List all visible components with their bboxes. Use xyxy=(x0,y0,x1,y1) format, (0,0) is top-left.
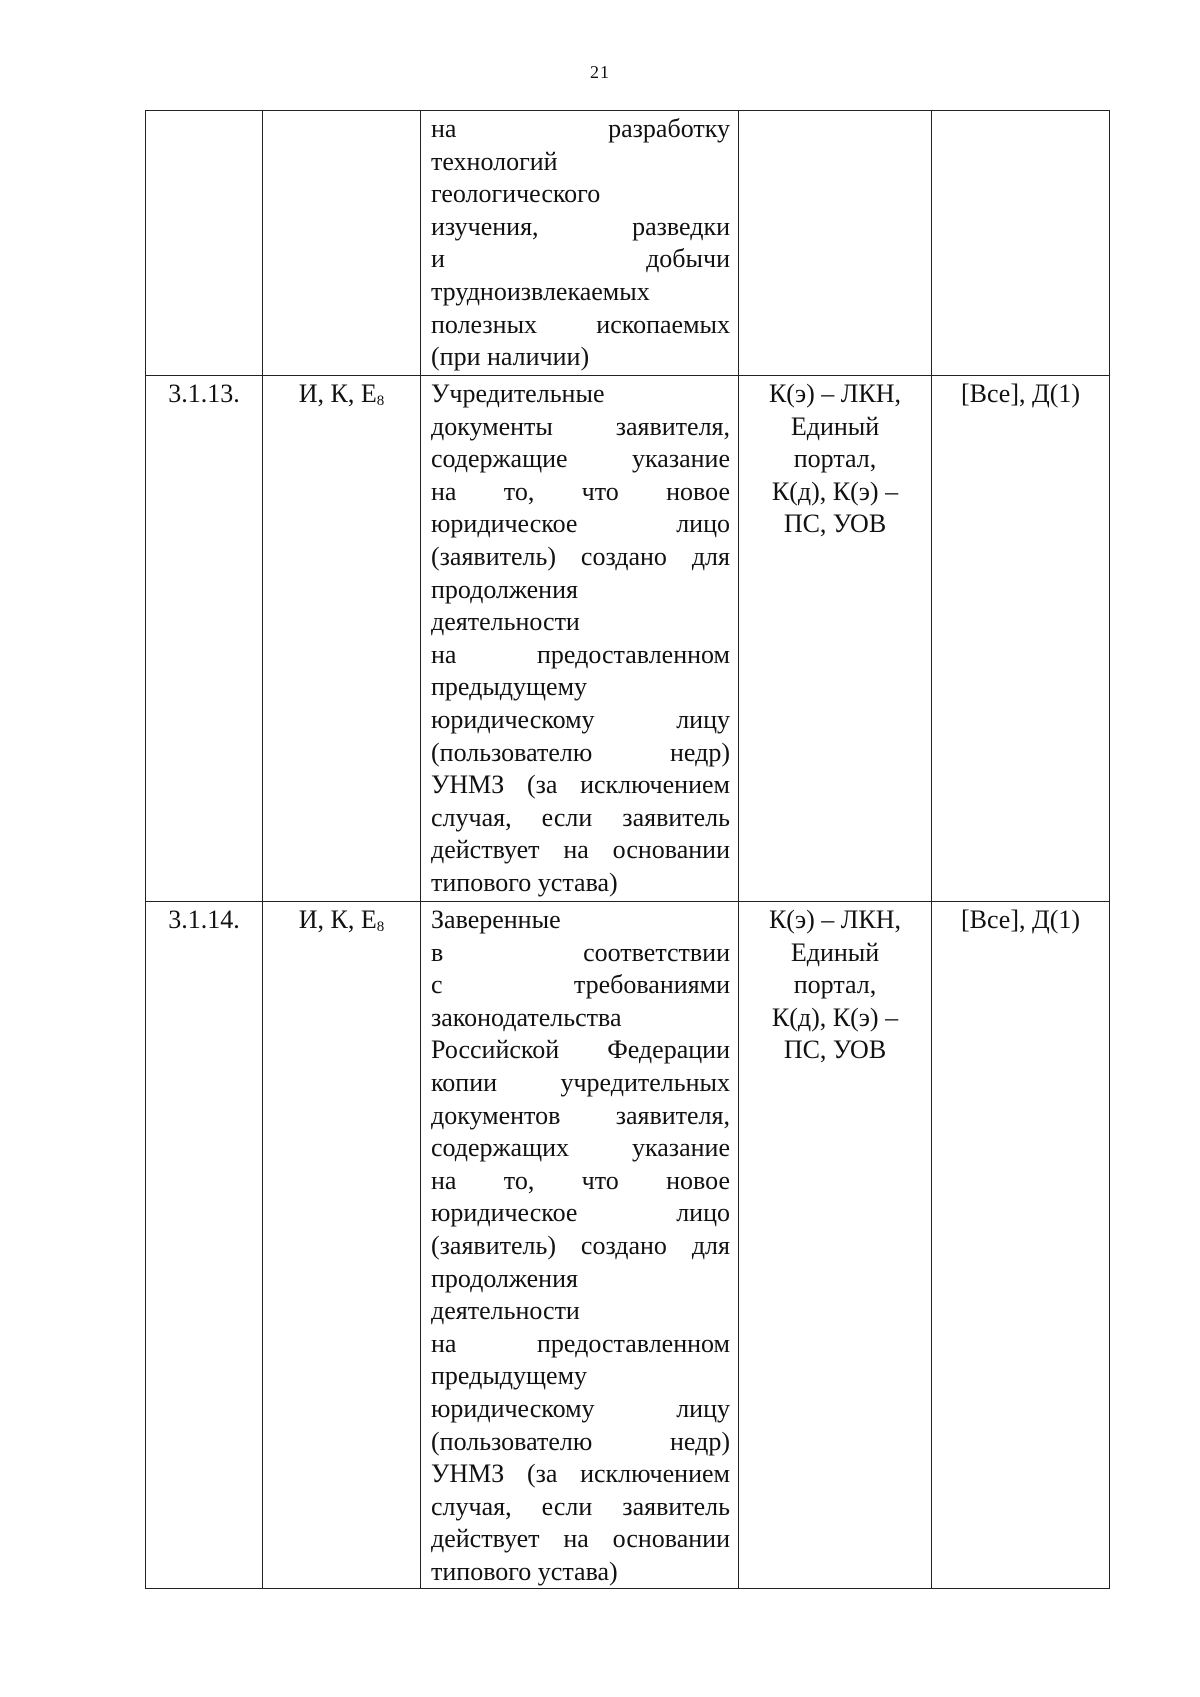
page-number: 21 xyxy=(590,62,610,82)
table-row xyxy=(146,111,1110,376)
table-row xyxy=(146,902,1110,1589)
method-line: портал, xyxy=(793,970,877,1000)
description-line: действует на основании xyxy=(431,835,730,865)
table-row xyxy=(146,376,1110,902)
row-submission-method xyxy=(739,111,932,376)
description-line: законодательства xyxy=(431,1002,622,1032)
description-line: на то, что новое xyxy=(431,1165,730,1195)
description-line: УНМЗ (за исключением xyxy=(431,770,730,800)
row-number: 3.1.14. xyxy=(146,902,263,1589)
method-line: Единый xyxy=(790,937,880,967)
method-line: К(д), К(э) – xyxy=(771,476,899,506)
row-applicability: [Все], Д(1) xyxy=(932,902,1110,1589)
row-code xyxy=(263,111,421,376)
description-line: изучения, разведки xyxy=(431,211,730,241)
description-line: копии учредительных xyxy=(431,1067,730,1097)
description-line: деятельности xyxy=(431,607,580,637)
method-line: К(э) – ЛКН, xyxy=(768,905,902,934)
description-line: на то, что новое xyxy=(431,476,730,506)
row-number xyxy=(146,111,263,376)
description-line: юридическому лицу xyxy=(431,1393,730,1423)
description-line: продолжения xyxy=(431,574,578,604)
row-description xyxy=(421,376,739,902)
description-line: типового устава) xyxy=(431,867,618,897)
description-line: на предоставленном xyxy=(431,639,730,669)
description-line: содержащих указание xyxy=(431,1133,730,1163)
requirements-table xyxy=(145,110,1110,1589)
method-line: ПС, УОВ xyxy=(783,509,887,539)
description-line: продолжения xyxy=(431,1263,578,1293)
description-line: юридическое лицо xyxy=(431,1198,730,1228)
description-line: геологического xyxy=(431,179,601,209)
description-line: юридическому лицу xyxy=(431,704,730,734)
method-line: ПС, УОВ xyxy=(783,1035,887,1065)
description-line: юридическое лицо xyxy=(431,509,730,539)
description-line: на предоставленном xyxy=(431,1328,730,1358)
description-line: Российской Федерации xyxy=(431,1035,730,1065)
description-line: с требованиями xyxy=(431,970,730,1000)
code-subscript: 8 xyxy=(376,393,385,409)
description-line: действует на основании xyxy=(431,1524,730,1554)
description-line: УНМЗ (за исключением xyxy=(431,1459,730,1489)
description-line: Заверенные xyxy=(431,905,561,934)
description-line: случая, если заявитель xyxy=(431,802,730,832)
description-line: документы заявителя, xyxy=(431,411,730,441)
description-line: и добычи xyxy=(431,244,730,274)
method-line: К(д), К(э) – xyxy=(771,1002,899,1032)
row-submission-method xyxy=(739,902,932,1589)
row-code xyxy=(263,376,421,902)
description-line: (заявитель) создано для xyxy=(431,1230,730,1260)
code-subscript: 8 xyxy=(376,919,385,935)
code-text: И, К, Е xyxy=(298,379,377,408)
description-line: содержащие указание xyxy=(431,444,730,474)
description-line: (пользователю недр) xyxy=(431,737,730,767)
description-line: типового устава) xyxy=(431,1556,618,1586)
description-line: полезных ископаемых xyxy=(431,309,730,339)
description-line: документов заявителя, xyxy=(431,1100,730,1130)
description-line: (пользователю недр) xyxy=(431,1426,730,1456)
row-code xyxy=(263,902,421,1589)
description-line: предыдущему xyxy=(431,672,588,702)
description-line: в соответствии xyxy=(431,937,730,967)
description-line: Учредительные xyxy=(431,379,605,408)
row-submission-method xyxy=(739,376,932,902)
description-line: деятельности xyxy=(431,1296,580,1326)
description-line: случая, если заявитель xyxy=(431,1491,730,1521)
row-number: 3.1.13. xyxy=(146,376,263,902)
method-line: Единый xyxy=(790,411,880,441)
description-line: на разработку xyxy=(431,114,730,143)
description-line: (при наличии) xyxy=(431,342,590,372)
description-line: (заявитель) создано для xyxy=(431,541,730,571)
row-applicability: [Все], Д(1) xyxy=(932,376,1110,902)
row-applicability xyxy=(932,111,1110,376)
method-line: К(э) – ЛКН, xyxy=(768,379,902,408)
method-line: портал, xyxy=(793,444,877,474)
description-line: трудноизвлекаемых xyxy=(431,276,650,306)
row-description xyxy=(421,902,739,1589)
code-text: И, К, Е xyxy=(298,905,377,934)
description-line: предыдущему xyxy=(431,1361,588,1391)
description-line: технологий xyxy=(431,146,558,176)
row-description xyxy=(421,111,739,376)
